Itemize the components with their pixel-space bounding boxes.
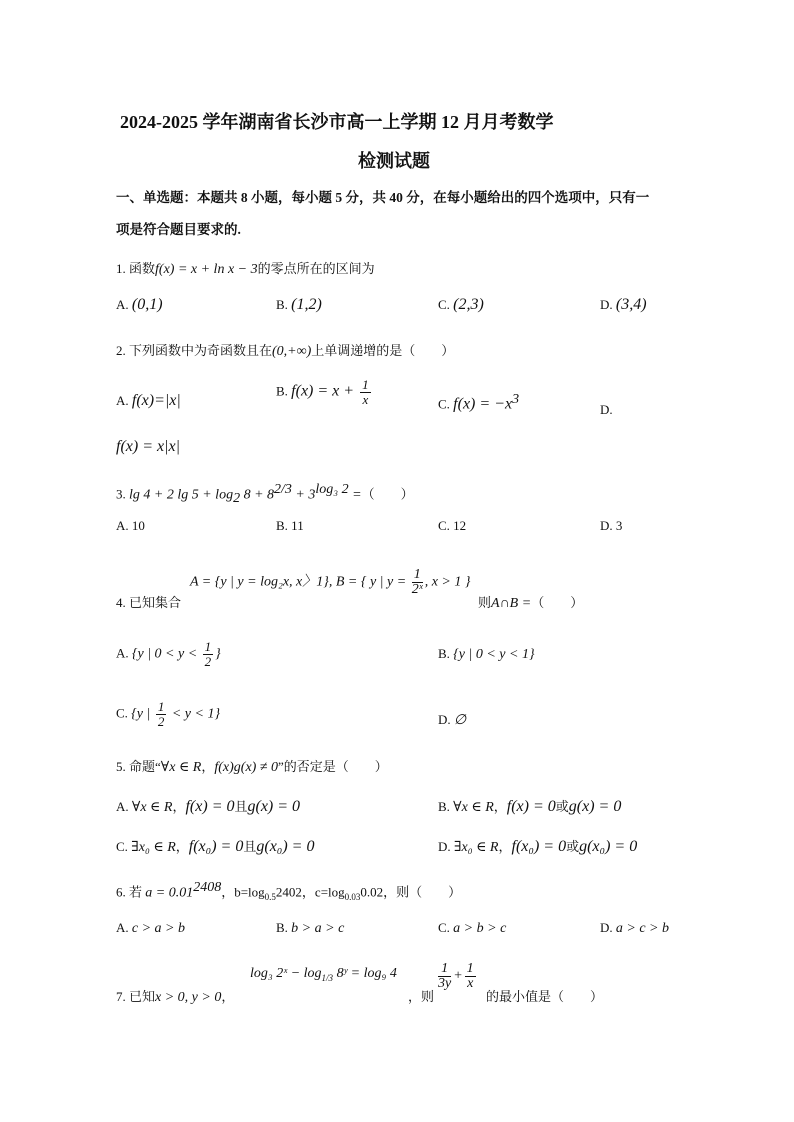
section-header: 一、单选题：本题共 8 小题，每小题 5 分，共 40 分，在每小题给出的四个选项中，只有一 [116, 190, 650, 205]
question-2 [116, 340, 454, 360]
q1-option-a[interactable]: A. (0,1) [116, 296, 163, 313]
question-4-tail: 则A∩B =（ ） [478, 595, 584, 611]
question-4-sets: A = {y | y = log₂x, x〉1}, B = { y | y = $\frac{1}{\text{2ˣ}}$ , x > 1 } [190, 567, 471, 597]
q5-option-c[interactable]: C. ∃x₀ ∈ R，f(x₀) = 0且g(x₀) = 0 [116, 838, 315, 855]
q3-option-d[interactable]: D. 3 [600, 518, 623, 533]
q2-option-c[interactable]: C. $f(x) = -x^3$ [438, 392, 520, 413]
q6-option-d[interactable]: D. a > c > b [600, 920, 669, 936]
q2-option-d[interactable]: D. [600, 402, 613, 417]
page-title: 2024-2025 学年湖南省长沙市高一上学期 12 月月考数学 [120, 112, 554, 132]
question-text: 上单调递增的是（ ） [311, 343, 455, 358]
q1-option-d[interactable]: D. (3,4) [600, 296, 647, 313]
question-text: 下列函数中为奇函数且在 [129, 343, 273, 358]
q4-option-a[interactable]: A. {y | 0 < y < $\frac{1}{2}$ } [116, 639, 221, 669]
q2-option-d-value: f(x) = x|x| [116, 438, 180, 455]
q3-option-a[interactable]: A. 10 [116, 518, 145, 533]
question-6: 6. 若 $a = 0.01^{2408}$，$b=\log_{0.5}2402$，$c=\log_{0.03}0.02$，则（ ） [116, 880, 462, 902]
question-text: 函数 [129, 261, 156, 276]
q6-option-b[interactable]: B. b > a > c [276, 920, 345, 936]
page-subtitle: 检测试题 [358, 151, 430, 171]
question-7-label: 7. 已知x > 0, y > 0， [116, 989, 235, 1005]
question-7-equation: log₃ 2ˣ − $\log_{1/3}$ 8ʸ = log₉ 4 [250, 966, 397, 983]
q6-option-c[interactable]: C. a > b > c [438, 920, 507, 936]
question-number: 3. [116, 486, 129, 502]
math-expression: (0,+∞) [272, 344, 312, 359]
q4-option-b[interactable]: B. {y | 0 < y < 1} [438, 646, 535, 662]
question-7-tail: 的最小值是（ ） [486, 989, 604, 1004]
question-7-expression: $\frac{1}{3y}$ + $\frac{1}{x}$ [438, 961, 474, 991]
math-expression: f(x) = x + ln x − 3 [155, 262, 258, 277]
q5-option-b[interactable]: B. ∀x ∈ R，f(x) = 0或g(x) = 0 [438, 798, 622, 815]
q1-option-c[interactable]: C. (2,3) [438, 296, 484, 313]
q5-option-d[interactable]: D. ∃x₀ ∈ R，f(x₀) = 0或g(x₀) = 0 [438, 838, 638, 855]
q3-option-c[interactable]: C. 12 [438, 518, 467, 533]
section-header-cont: 项是符合题目要求的. [116, 222, 241, 237]
q1-option-b[interactable]: B. (1,2) [276, 296, 322, 313]
q3-option-b[interactable]: B. 11 [276, 518, 304, 533]
q2-option-b[interactable]: B. f(x) = x + $\frac{1}{x}$ [276, 377, 369, 407]
question-3: 3. lg 4 + 2 $\lg 5 + \log_2 8 + 8^{2/3} + 3^{log_3 2}$ =（ ） [116, 482, 414, 506]
question-7-then: ，则 [408, 989, 435, 1004]
question-text: 的零点所在的区间为 [257, 261, 375, 276]
question-number: 2. [116, 343, 129, 358]
question-number: 1. [116, 261, 129, 276]
q2-option-a[interactable]: A. f(x)=|x| [116, 392, 181, 409]
question-5: 5. 命题“∀x ∈ R，f(x)g(x) ≠ 0”的否定是（ ） [116, 759, 388, 775]
q6-option-a[interactable]: A. c > a > b [116, 920, 185, 936]
q4-option-c[interactable]: C. {y | $\frac{1}{2}$ < y < 1} [116, 699, 221, 729]
q5-option-a[interactable]: A. ∀x ∈ R，f(x) = 0且g(x) = 0 [116, 798, 301, 815]
question-1 [116, 258, 375, 278]
question-4-label: 4. 已知集合 [116, 595, 182, 610]
q4-option-d[interactable]: D. ∅ [438, 712, 467, 728]
